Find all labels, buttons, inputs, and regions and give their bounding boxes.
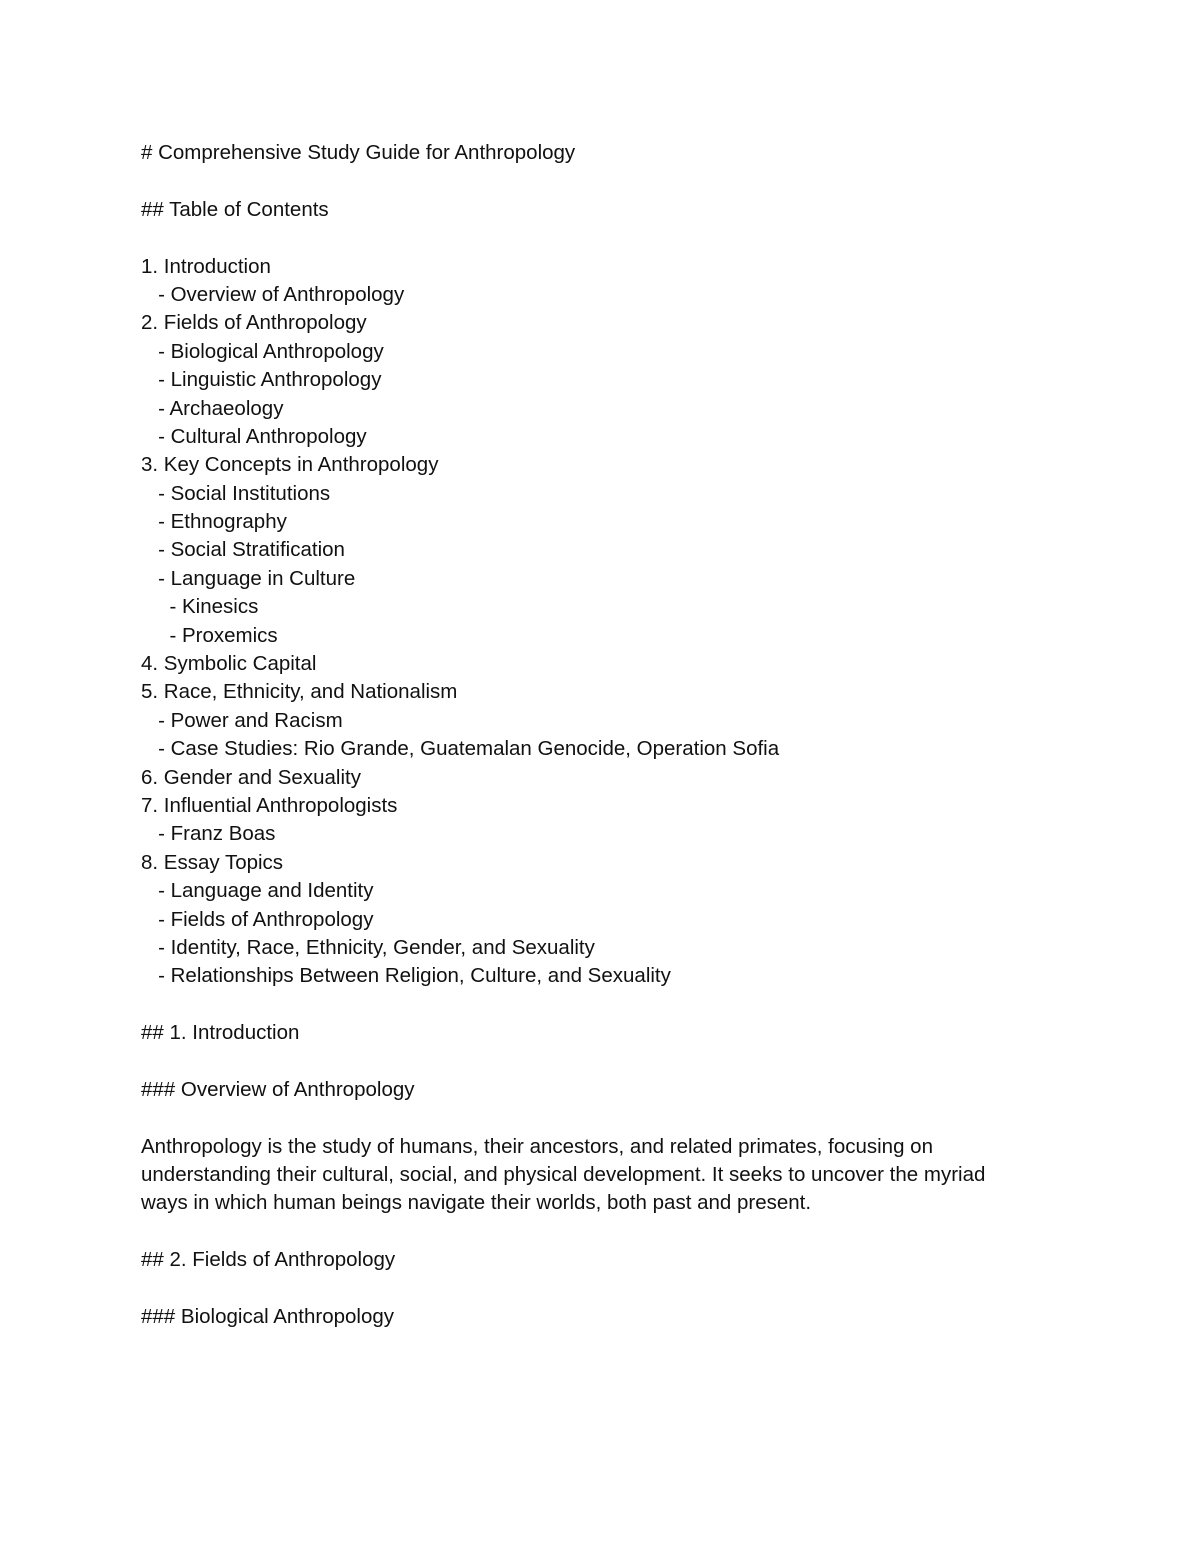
paragraph-line: understanding their cultural, social, and physical development. It seeks to uncover the myriad xyxy=(141,1163,986,1187)
toc-item: - Biological Anthropology xyxy=(141,339,384,363)
toc-item: - Franz Boas xyxy=(141,822,276,846)
blank-line xyxy=(141,167,1061,195)
paragraph-line: ways in which human beings navigate their worlds, both past and present. xyxy=(141,1191,812,1215)
toc-item: - Case Studies: Rio Grande, Guatemalan Genocide, Operation Sofia xyxy=(141,737,780,761)
toc-item: - Language and Identity xyxy=(141,879,374,903)
toc-item: 3. Key Concepts in Anthropology xyxy=(141,453,439,477)
toc-item: 1. Introduction xyxy=(141,254,271,278)
toc-item: 2. Fields of Anthropology xyxy=(141,311,367,335)
toc-item: - Relationships Between Religion, Culture, and Sexuality xyxy=(141,964,671,988)
toc-item: 7. Influential Anthropologists xyxy=(141,793,398,817)
toc-item: 6. Gender and Sexuality xyxy=(141,765,361,789)
toc-item: - Overview of Anthropology xyxy=(141,282,405,306)
toc-item: - Language in Culture xyxy=(141,566,356,590)
toc-heading: ## Table of Contents xyxy=(141,197,329,221)
toc-item: 4. Symbolic Capital xyxy=(141,652,317,676)
toc-item: - Linguistic Anthropology xyxy=(141,368,382,392)
toc-item: - Kinesics xyxy=(141,595,259,619)
blank-line xyxy=(141,1275,1061,1303)
blank-line xyxy=(141,1218,1061,1246)
toc-item: - Proxemics xyxy=(141,623,278,647)
blank-line xyxy=(141,1048,1061,1076)
table-of-contents xyxy=(141,253,1061,991)
subsection-heading: ### Biological Anthropology xyxy=(141,1305,395,1329)
toc-item: 5. Race, Ethnicity, and Nationalism xyxy=(141,680,458,704)
toc-item: - Fields of Anthropology xyxy=(141,907,374,931)
toc-item: - Archaeology xyxy=(141,396,284,420)
document-body xyxy=(141,139,1061,1331)
section-heading: ## 2. Fields of Anthropology xyxy=(141,1248,396,1272)
toc-item: - Power and Racism xyxy=(141,708,343,732)
blank-line xyxy=(141,1104,1061,1132)
overview-paragraph xyxy=(141,1133,1061,1218)
toc-item: - Social Stratification xyxy=(141,538,345,562)
section-heading: ## 1. Introduction xyxy=(141,1021,300,1045)
blank-line xyxy=(141,991,1061,1019)
toc-item: - Ethnography xyxy=(141,510,287,534)
subsection-heading: ### Overview of Anthropology xyxy=(141,1077,415,1101)
toc-item: 8. Essay Topics xyxy=(141,850,284,874)
document-title: # Comprehensive Study Guide for Anthropology xyxy=(141,141,576,164)
toc-item: - Social Institutions xyxy=(141,481,331,505)
toc-item: - Identity, Race, Ethnicity, Gender, and Sexuality xyxy=(141,935,595,959)
toc-item: - Cultural Anthropology xyxy=(141,424,367,448)
paragraph-line: Anthropology is the study of humans, their ancestors, and related primates, focusing on xyxy=(141,1134,933,1158)
blank-line xyxy=(141,224,1061,252)
